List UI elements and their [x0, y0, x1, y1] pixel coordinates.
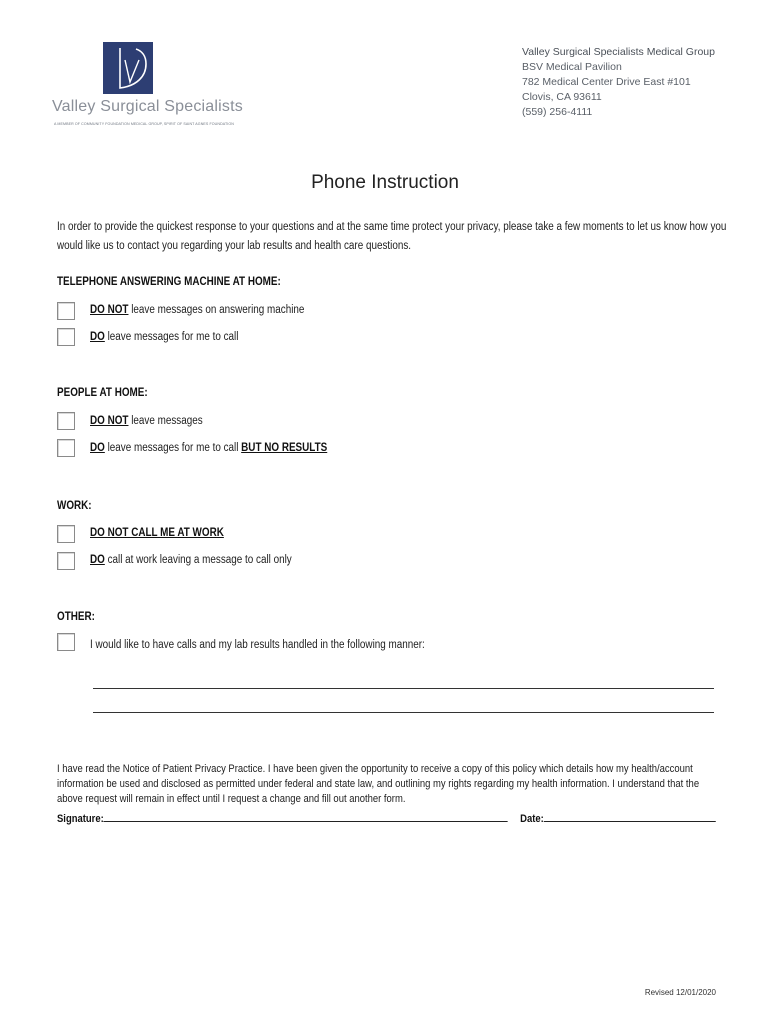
logo-tagline: A MEMBER OF COMMUNITY FOUNDATION MEDICAL GROUP, SPIRIT OF SAINT AGNES FOUNDATION: [54, 122, 234, 126]
revised-date: Revised 12/01/2020: [644, 988, 716, 997]
section-heading-work: WORK:: [57, 500, 92, 512]
section-heading-other: OTHER:: [57, 611, 95, 623]
option-work-do: [90, 554, 292, 566]
option-other: I would like to have calls and my lab results handled in the following manner:: [90, 639, 425, 651]
checkbox-work-do-not[interactable]: [57, 525, 75, 543]
other-input-line-1[interactable]: [93, 688, 714, 689]
other-input-line-2[interactable]: [93, 712, 714, 713]
address-block: [522, 45, 762, 120]
section-heading-machine: TELEPHONE ANSWERING MACHINE AT HOME:: [57, 276, 281, 288]
option-people-do-not: [90, 415, 203, 427]
privacy-notice: I have read the Notice of Patient Privacy Practice. I have been given the opportunity to receive a copy of this policy which details how my health/account information be used and disclosed as permitted under federal and state law, and outlining my rights regarding my health information. I understand that the above request will remain in effect until I request a change and fill out another form.: [57, 763, 700, 805]
option-emphasis: DO NOT CALL ME AT WORK: [90, 527, 224, 539]
option-text: leave messages: [128, 415, 203, 427]
checkbox-people-do[interactable]: [57, 439, 75, 457]
date-field[interactable]: [544, 811, 716, 822]
option-text: call at work leaving a message to call only: [104, 554, 292, 566]
option-text: leave messages for me to call: [104, 442, 242, 454]
checkbox-work-do[interactable]: [57, 552, 75, 570]
section-heading-people: PEOPLE AT HOME:: [57, 387, 148, 399]
address-line-1: BSV Medical Pavilion: [522, 61, 622, 73]
checkbox-people-do-not[interactable]: [57, 412, 75, 430]
option-emphasis: DO NOT: [90, 415, 129, 427]
logo-mark-icon: [103, 42, 153, 94]
option-emphasis: DO: [90, 442, 105, 454]
option-work-do-not: [90, 527, 224, 539]
intro-paragraph: In order to provide the quickest response to your questions and at the same time protect your privacy, please take a few moments to let us know how you would like us to contact you regarding your lab results and health care questions.: [57, 221, 727, 252]
page-title: Phone Instruction: [311, 172, 459, 193]
signature-row: [57, 811, 716, 825]
address-line-2: 782 Medical Center Drive East #101: [522, 76, 691, 88]
org-name: Valley Surgical Specialists Medical Group: [522, 46, 715, 58]
address-line-3: Clovis, CA 93611: [522, 91, 602, 103]
option-text: leave messages on answering machine: [128, 304, 305, 316]
option-people-do: [90, 442, 327, 454]
signature-label: Signature:: [57, 813, 104, 825]
option-machine-do-not: [90, 304, 304, 316]
option-emphasis: DO: [90, 554, 105, 566]
option-text: leave messages for me to call: [104, 331, 239, 343]
signature-field[interactable]: [104, 811, 508, 822]
option-emphasis: DO: [90, 331, 105, 343]
checkbox-machine-do-not[interactable]: [57, 302, 75, 320]
logo-name: Valley Surgical Specialists: [52, 98, 243, 115]
date-label: Date:: [520, 813, 544, 825]
phone-number: (559) 256-4111: [522, 106, 593, 118]
option-emphasis-2: BUT NO RESULTS: [241, 442, 328, 454]
option-emphasis: DO NOT: [90, 304, 129, 316]
checkbox-other[interactable]: [57, 633, 75, 651]
option-machine-do: [90, 331, 238, 343]
checkbox-machine-do[interactable]: [57, 328, 75, 346]
